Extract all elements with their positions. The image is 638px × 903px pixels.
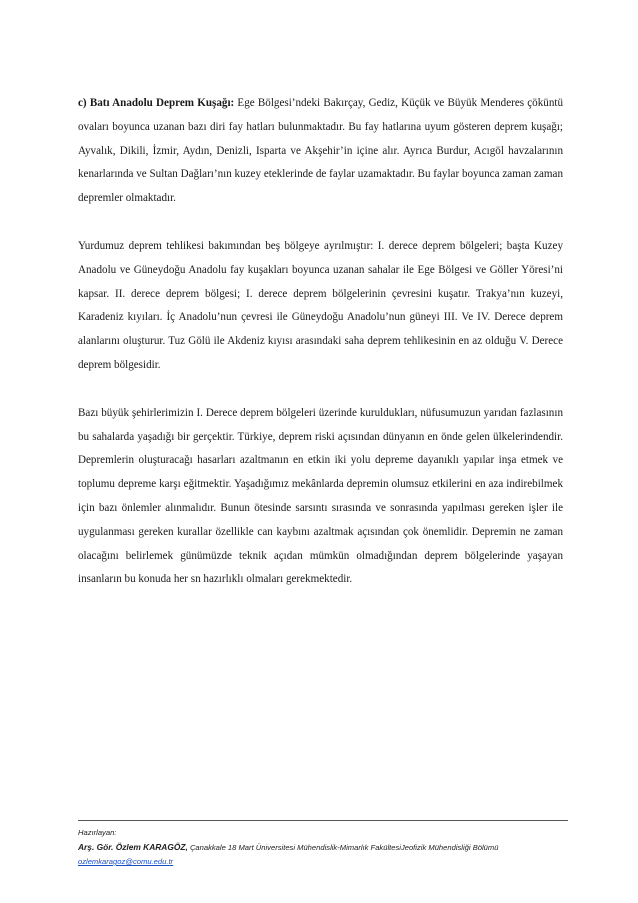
- author-line: [78, 840, 568, 855]
- paragraph-bati-anadolu: [78, 92, 563, 211]
- page-footer: [78, 820, 568, 869]
- author-affiliation: Çanakkale 18 Mart Üniversitesi Mühendislik-Mimarlık FakültesiJeofizik Mühendisliği Bölümü: [187, 843, 499, 852]
- paragraph-text: Bazı büyük şehirlerimizin I. Derece deprem bölgeleri üzerinde kurulduklar​ı, nüfusumuzun yarıdan fazlasının bu sahalarda yaşadığı bir gerçektir. Türkiye, deprem riski açısından dünyanın en önde gelen ülkelerindendir. Depremlerin oluşturacağı hasarları azaltmanın en etkin iki yolu depreme dayanıklı yapılar inşa etmek ve toplumu depreme karşı eğitmektir. Yaşadığımız mekânlarda depremin olumsuz etkilerini en aza indirebilmek için bazı önlemler alınmalıdır. Bunun ötesinde sarsıntı sırasında ve sonrasında yapılması gereken işler ile uygulanması gereken kurallar özellikle can kaybını azaltmak açısından çok önemlidir. Depremin ne zaman olacağını belirlemek günümüzde teknik açıdan mümkün olmadığından deprem bölgelerinde yaşayan insanların bu konuda her sn hazırlıklı olmaları gerekmektedir.: [78, 406, 563, 586]
- paragraph-deprem-bolgeleri: [78, 235, 563, 378]
- author-email-link[interactable]: ozlemkaragoz@comu.edu.tr: [78, 857, 174, 866]
- paragraph-text: Ege Bölgesi’ndeki Bakırçay, Gediz, Küçük ve Büyük Menderes çöküntü ovaları boyunca uzanan bazı diri fay hatları bulunmaktadır. Bu fay hatlarına uyum gösteren deprem kuşağı; Ayvalık, Dikili, İzmir, Aydın, Denizli, Isparta ve Akşehir’in içine alır. Ayrıca Burdur, Acıgöl havzalarının kenarlarında ve Sultan Dağları’nın kuzey eteklerinde de faylar uzamaktadır. Bu faylar boyunca zaman zaman depremler olmaktadır.: [78, 97, 564, 205]
- paragraph-text: Yurdumuz deprem tehlikesi bakımından beş bölgeye ayrılmıştır: I. derece deprem bölgeleri; başta Kuzey Anadolu ve Güneydoğu Anadolu fay kuşakları boyunca uzanan sahalar ile Ege Bölgesi ve Göller Yöresi’ni kapsar. II. derece deprem bölgesi; I. derece deprem bölgelerinin çevresini kuşatır. Trakya’nın kuzeyi, Karadeniz kıyıları. İç Anadolu’nun çevresi ile Güneydoğu Anadolu’nun güneyi III. Ve IV. Derece deprem alanlarını oluşturur. Tuz Gölü ile Akdeniz kıyısı arasındaki saha deprem tehlikesinin en az olduğu V. Derece deprem bölgesidir.: [78, 239, 563, 371]
- document-body: [78, 92, 563, 616]
- paragraph-heading: c) Batı Anadolu Deprem Kuşağı:: [78, 97, 235, 109]
- author-name: Arş. Gör. Özlem KARAGÖZ,: [78, 842, 188, 852]
- prepared-by-label: Hazırlayan:: [78, 828, 117, 837]
- paragraph-onlemler: [78, 402, 563, 592]
